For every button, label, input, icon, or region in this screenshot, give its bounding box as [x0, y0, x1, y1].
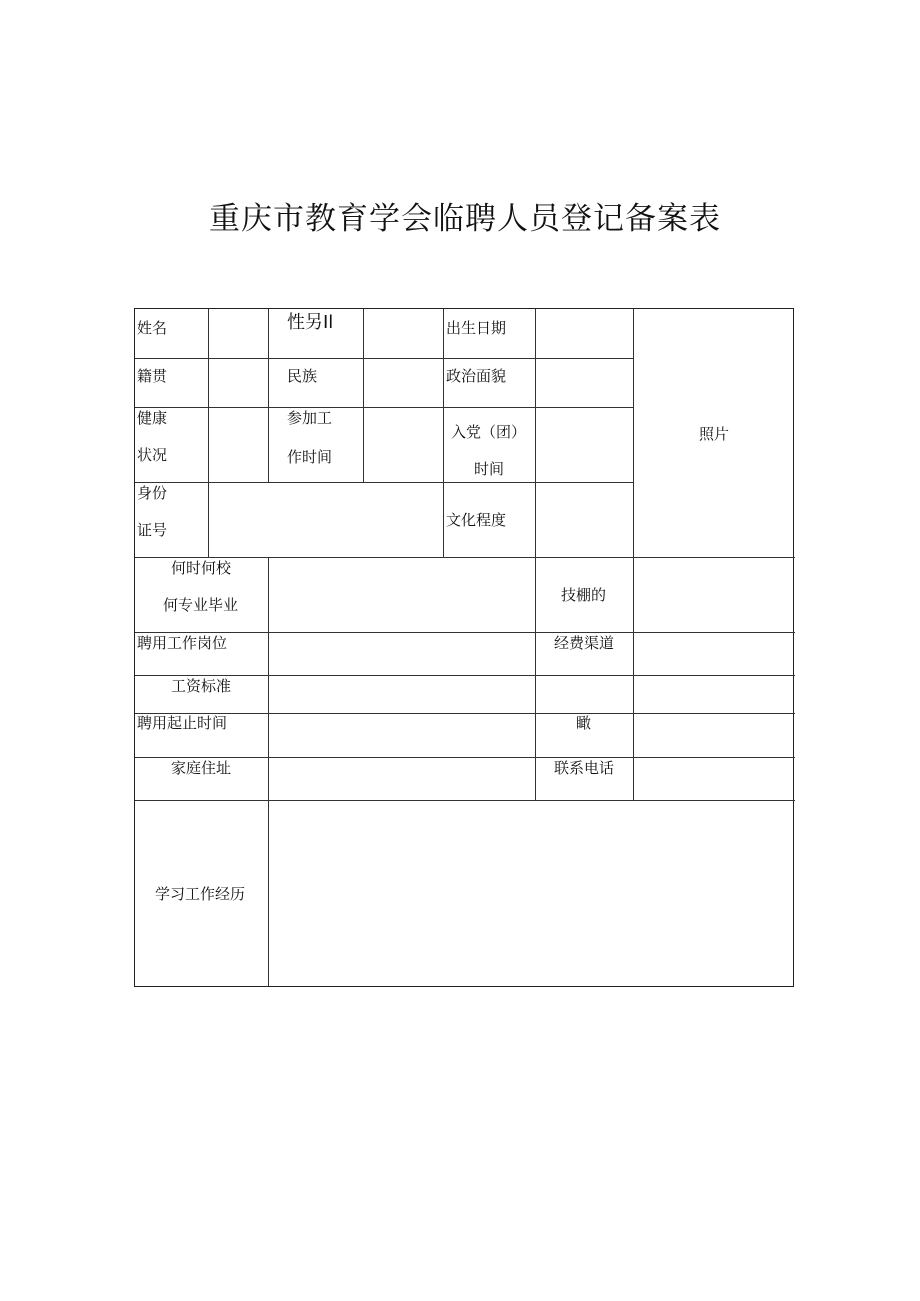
- label-party-join-line2: 时间: [474, 460, 505, 478]
- row-divider: [135, 407, 633, 408]
- col-divider: [535, 309, 536, 557]
- label-political-status: 政治面貌: [446, 367, 507, 385]
- row-divider: [135, 557, 795, 558]
- col-divider: [535, 557, 536, 800]
- label-native-place: 籍贯: [137, 367, 168, 385]
- label-join-work-line2: 作时间: [287, 448, 333, 466]
- col-divider: [268, 309, 269, 482]
- row-divider: [135, 800, 795, 801]
- label-phone: 联系电话: [554, 759, 615, 777]
- photo-placeholder: 照片: [699, 425, 730, 443]
- label-history: 学习工作经历: [155, 885, 246, 903]
- row-divider: [135, 632, 795, 633]
- label-id-line1: 身份: [137, 484, 168, 502]
- label-health-line2: 状况: [137, 446, 168, 464]
- col-divider: [633, 309, 634, 800]
- label-graduated-line2: 何专业毕业: [163, 596, 239, 614]
- label-name: 姓名: [137, 319, 168, 337]
- label-health-line1: 健康: [137, 409, 168, 427]
- label-gender: 性另Il: [287, 312, 334, 333]
- row-divider: [135, 675, 795, 676]
- row-divider: [135, 482, 633, 483]
- label-salary: 工资标准: [171, 677, 232, 695]
- row-divider: [135, 358, 633, 359]
- label-join-work-line1: 参加工: [287, 409, 333, 427]
- row-divider: [135, 757, 795, 758]
- label-graduated-line1: 何时何校: [171, 559, 232, 577]
- col-divider: [443, 309, 444, 557]
- row-divider: [135, 713, 795, 714]
- label-position: 聘用工作岗位: [137, 634, 228, 652]
- col-divider: [363, 309, 364, 482]
- label-title-rank: 技棚的: [561, 586, 607, 604]
- col-divider: [208, 309, 209, 482]
- label-misc: 瞰: [576, 714, 592, 732]
- label-period: 聘用起止时间: [137, 714, 228, 732]
- registration-form-table: [134, 308, 794, 987]
- form-title: 重庆市教育学会临聘人员登记备案表: [209, 201, 721, 237]
- label-education: 文化程度: [446, 511, 507, 529]
- col-divider: [208, 482, 209, 557]
- label-id-line2: 证号: [137, 521, 168, 539]
- label-ethnicity: 民族: [287, 367, 318, 385]
- label-funding: 经费渠道: [554, 634, 615, 652]
- label-birth-date: 出生日期: [446, 319, 507, 337]
- label-address: 家庭住址: [171, 759, 232, 777]
- col-divider: [268, 557, 269, 986]
- label-party-join-line1: 入党（团）: [451, 423, 527, 441]
